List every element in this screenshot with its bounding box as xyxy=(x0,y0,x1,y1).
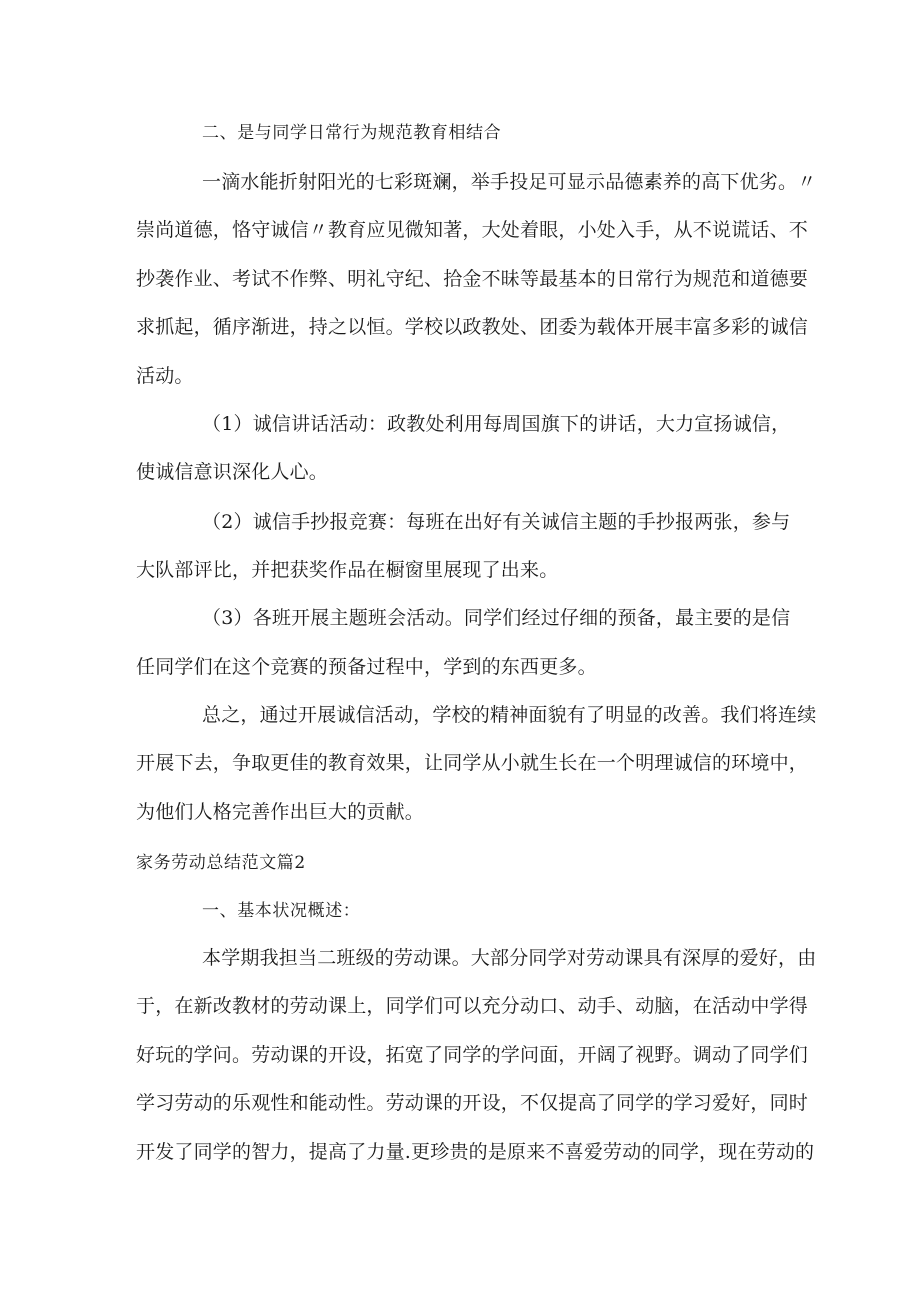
subheading-daily-behavior: 二、是与同学日常行为规范教育相结合 xyxy=(202,123,502,143)
list-item-3-line: （3）各班开展主题班会活动。同学们经过仔细的预备，最主要的是信 xyxy=(202,607,791,629)
list-item-2-line: 大队部评比，并把获奖作品在橱窗里展现了出来。 xyxy=(136,559,559,581)
paragraph-line: 学习劳动的乐观性和能动性。劳动课的开设，不仅提高了同学的学习爱好，同时 xyxy=(136,1092,809,1114)
paragraph-line: 一滴水能折射阳光的七彩斑斓，举手投足可显示品德素养的高下优劣。〃 xyxy=(202,171,817,193)
list-item-3-line: 任同学们在这个竞赛的预备过程中，学到的东西更多。 xyxy=(136,656,597,678)
paragraph-line: 开发了同学的智力，提高了力量.更珍贵的是原来不喜爱劳动的同学，现在劳动的 xyxy=(136,1141,815,1163)
paragraph-line: 好玩的学问。劳动课的开设，拓宽了同学的学问面，开阔了视野。调动了同学们 xyxy=(136,1044,809,1066)
conclusion-line: 总之，通过开展诚信活动，学校的精神面貌有了明显的改善。我们将连续 xyxy=(202,704,817,726)
list-item-2-line: （2）诚信手抄报竞赛：每班在出好有关诚信主题的手抄报两张，参与 xyxy=(202,511,791,533)
conclusion-line: 开展下去，争取更佳的教育效果，让同学从小就生长在一个明理诚信的环境中， xyxy=(136,752,809,774)
list-item-1-line: 使诚信意识深化人心。 xyxy=(136,461,329,483)
paragraph-line: 求抓起，循序渐进，持之以恒。学校以政教处、团委为载体开展丰富多彩的诚信 xyxy=(136,316,809,338)
paragraph-line: 活动。 xyxy=(136,365,194,387)
paragraph-line: 抄袭作业、考试不作弊、明礼守纪、拾金不昧等最基本的日常行为规范和道德要 xyxy=(136,268,809,290)
paragraph-line: 崇尚道德，恪守诚信〃教育应见微知著，大处着眼，小处入手，从不说谎话、不 xyxy=(136,219,809,241)
subheading-overview: 一、基本状况概述： xyxy=(202,901,361,921)
section-title: 家务劳动总结范文篇2 xyxy=(136,853,306,873)
paragraph-line: 本学期我担当二班级的劳动课。大部分同学对劳动课具有深厚的爱好，由 xyxy=(202,947,817,969)
conclusion-line: 为他们人格完善作出巨大的贡献。 xyxy=(136,801,425,823)
paragraph-line: 于，在新改教材的劳动课上，同学们可以充分动口、动手、动脑，在活动中学得 xyxy=(136,995,809,1017)
list-item-1-line: （1）诚信讲话活动：政教处利用每周国旗下的讲话，大力宣扬诚信， xyxy=(202,413,791,435)
